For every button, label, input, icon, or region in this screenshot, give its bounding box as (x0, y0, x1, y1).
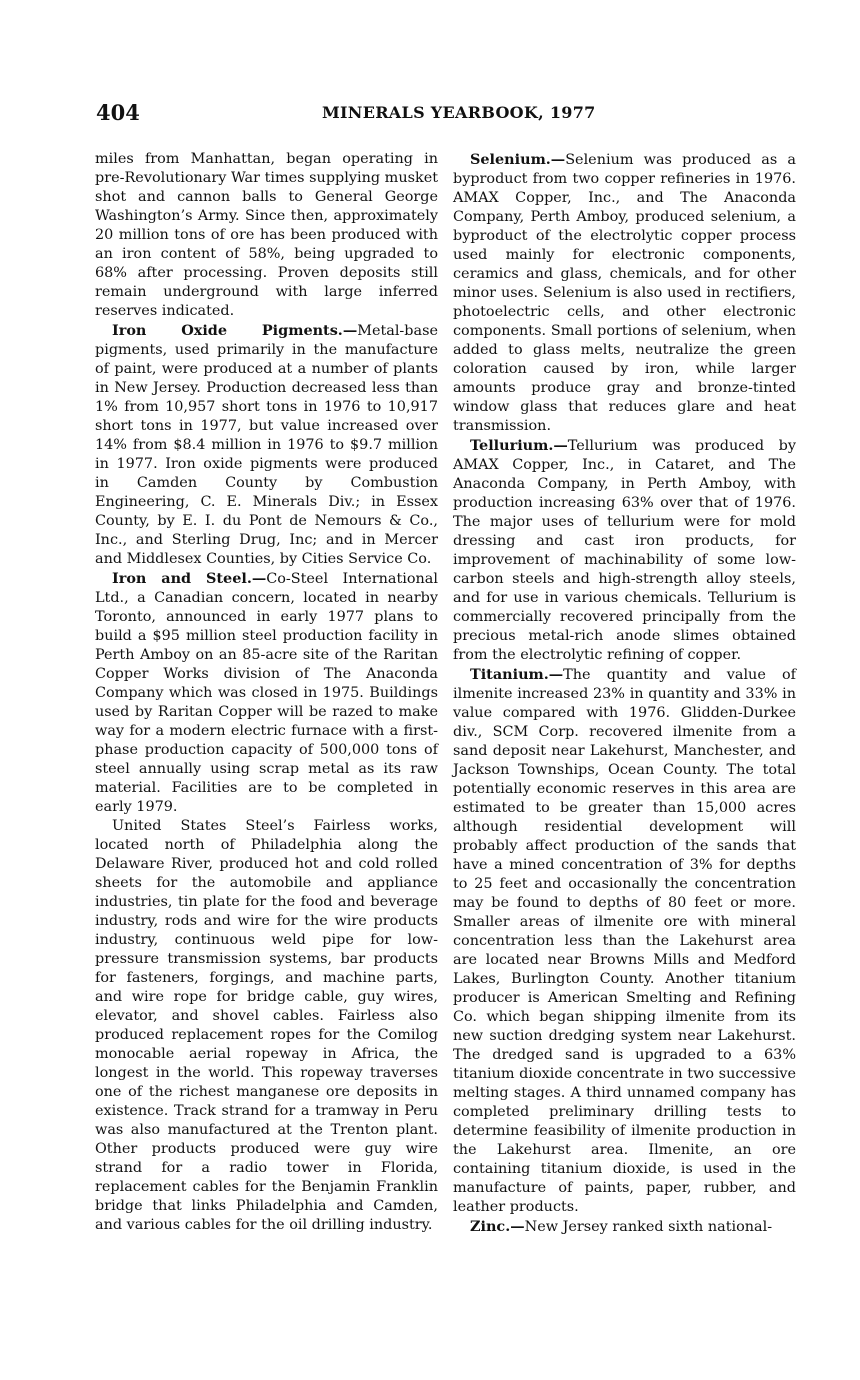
section-heading-zinc: Zinc.— (470, 1218, 525, 1235)
paragraph-text: Tellurium was produced by AMAX Copper, Inc., in Cataret, and The Anaconda Company, in Perth Amboy, with production increasing 63% over that of 1976. The major uses of tellurium were for mold dressing and cast iron products, for improvement of machinability of some low-carbon steels and high-strength alloy steels, and for use in various chemicals. Tellurium is commercially recovered principally from the precious metal-rich anode slimes obtained from the electrolytic refining of copper. (453, 438, 796, 663)
page-header (96, 100, 794, 130)
right-column (453, 150, 796, 1237)
paragraph-text: United States Steel’s Fairless works, located north of Philadelphia along the Delaware River, produced hot and cold rolled sheets for the automobile and appliance industries, tin plate for the food and beverage industry, rods and wire for the wire products industry, continuous weld pipe for low-pressure transmission systems, bar products for fasteners, forgings, and machine parts, and wire rope for bridge cable, guy wires, elevator, and shovel cables. Fairless also produced replacement ropes for the Comilog monocable aerial ropeway in Africa, the longest in the world. This ropeway traverses one of the richest manganese ore deposits in existence. Track strand for a tramway in Peru was also manufactured at the Trenton plant. Other products produced were guy wire strand for a radio tower in Florida, replacement cables for the Benjamin Franklin bridge that links Philadelphia and Camden, and various cables for the oil drilling industry. (95, 818, 438, 1233)
paragraph-tellurium (453, 436, 796, 665)
paragraph-fairless-works (95, 817, 438, 1235)
left-column (95, 150, 438, 1235)
paragraph-text: miles from Manhattan, began operating in pre-Revolutionary War times supplying musket shot and cannon balls to General George Washington’s Army. Since then, approximately 20 million tons of ore has been produced with an iron content of 58%, being upgraded to 68% after processing. Proven deposits still remain underground with large inferred reserves indicated. (95, 151, 438, 319)
paragraph-iron-oxide-pigments (95, 321, 438, 569)
section-heading-selenium: Selenium.— (470, 151, 566, 168)
section-heading-iron-and-steel: Iron and Steel.— (112, 570, 267, 587)
paragraph-text: Co-Steel International Ltd., a Canadian concern, located in nearby Toronto, announced in early 1977 plans to build a $95 million steel production facility in Perth Amboy on an 85-acre site of the Raritan Copper Works division of The Anaconda Company which was closed in 1975. Buildings used by Raritan Copper will be razed to make way for a modern electric furnace with a first-phase production capacity of 500,000 tons of steel annually using scrap metal as its raw material. Facilities are to be completed in early 1979. (95, 571, 438, 815)
paragraph-text: The quantity and value of ilmenite increased 23% in quantity and 33% in value compared with 1976. Glidden-Durkee div., SCM Corp. recovered ilmenite from a sand deposit near Lakehurst, Manchester, and Jackson Townships, Ocean County. The total potentially economic reserves in this area are estimated to be greater than 15,000 acres although residential development will probably affect production of the sands that have a mined concentration of 3% for depths to 25 feet and occasionally the concentration may be found to depths of 80 feet or more. Smaller areas of ilmenite ore with mineral concentration less than the Lakehurst area are located near Browns Mills and Medford Lakes, Burlington County. Another titanium producer is American Smelting and Refining Co. which began shipping ilmenite from its new suction dredging system near Lakehurst. The dredged sand is upgraded to a 63% titanium dioxide concentrate in two successive melting stages. A third unnamed company has completed preliminary drilling tests to determine feasibility of ilmenite production in the Lakehurst area. Ilmenite, an ore containing titanium dioxide, is used in the manufacture of paints, paper, rubber, and leather products. (453, 667, 796, 1215)
page-number: 404 (96, 100, 140, 125)
running-title: MINERALS YEARBOOK, 1977 (322, 103, 596, 122)
section-heading-iron-oxide-pigments: Iron Oxide Pigments.— (112, 322, 358, 339)
paragraph-continued (95, 150, 438, 321)
paragraph-zinc (453, 1217, 796, 1237)
paragraph-iron-and-steel (95, 569, 438, 817)
paragraph-text: Metal-base pigments, used primarily in the manufacture of paint, were produced at a number of plants in New Jersey. Production decreased less than 1% from 10,957 short tons in 1976 to 10,917 short tons in 1977, but value increased over 14% from $8.4 million in 1976 to $9.7 million in 1977. Iron oxide pigments were produced in Camden County by Combustion Engineering, C. E. Minerals Div.; in Essex County, by E. I. du Pont de Nemours & Co., Inc., and Sterling Drug, Inc; and in Mercer and Middlesex Counties, by Cities Service Co. (95, 323, 438, 567)
section-heading-tellurium: Tellurium.— (470, 437, 568, 454)
section-heading-titanium: Titanium.— (470, 666, 564, 683)
paragraph-text: Selenium was produced as a byproduct from two copper refineries in 1976. AMAX Copper, Inc., and The Anaconda Company, Perth Amboy, produced selenium, a byproduct of the electrolytic copper process used mainly for electronic components, ceramics and glass, chemicals, and for other minor uses. Selenium is also used in rectifiers, photoelectric cells, and other electronic components. Small portions of selenium, when added to glass melts, neutralize the green coloration caused by iron, while larger amounts produce gray and bronze-tinted window glass that reduces glare and heat transmission. (453, 152, 796, 434)
paragraph-selenium (453, 150, 796, 436)
paragraph-text: New Jersey ranked sixth national- (524, 1219, 773, 1235)
paragraph-titanium (453, 665, 796, 1217)
